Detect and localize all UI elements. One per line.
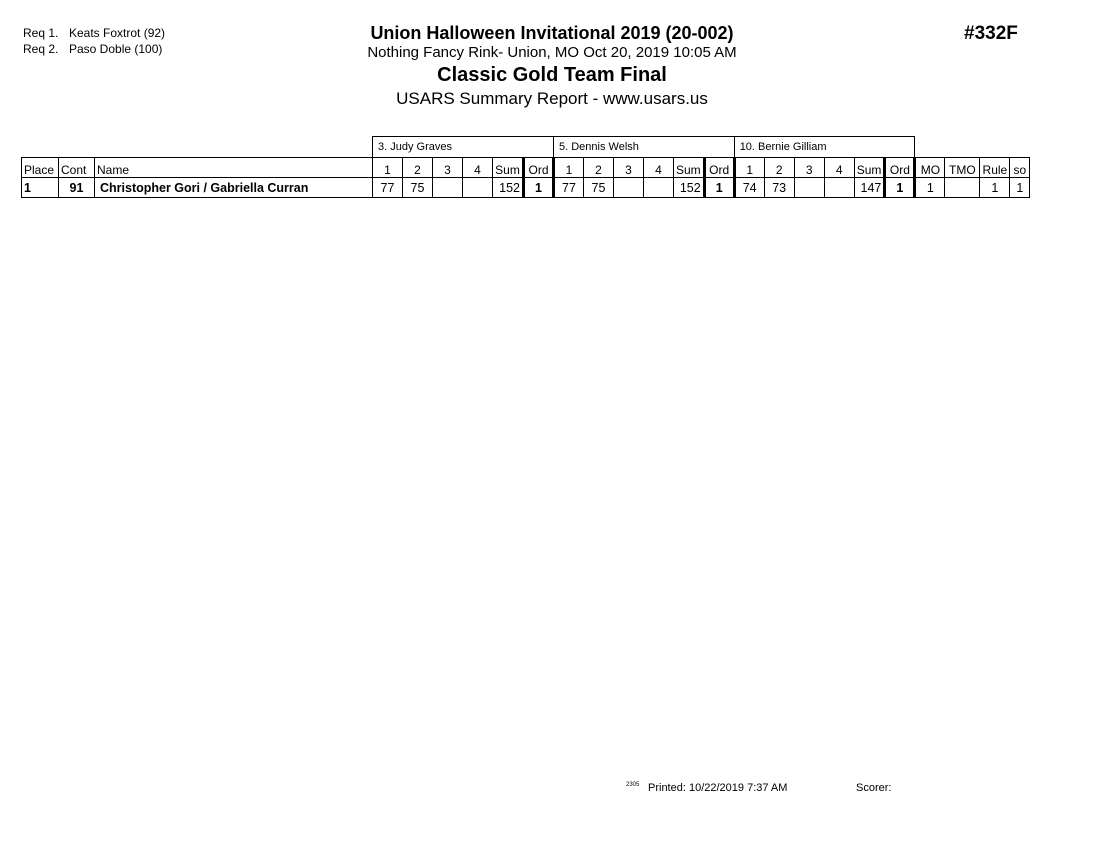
col-header-score: 2: [764, 158, 794, 178]
table-row: [22, 178, 1030, 198]
col-header-so: so: [1010, 158, 1030, 178]
score-cell: [614, 178, 644, 198]
judge-header-row: [22, 137, 1030, 158]
requirement-prefix: Req 2.: [23, 42, 59, 56]
col-header-score: 3: [794, 158, 824, 178]
requirements-list: [23, 25, 165, 57]
event-category: Classic Gold Team Final: [437, 64, 667, 86]
col-header-score: 1: [554, 158, 584, 178]
col-header-score: 2: [403, 158, 433, 178]
mo-cell: 1: [915, 178, 945, 198]
rule-cell: 1: [980, 178, 1010, 198]
col-header-score: 1: [734, 158, 764, 178]
score-cell: 77: [554, 178, 584, 198]
requirement-text: Paso Doble (100): [69, 42, 163, 56]
sum-cell: 152: [493, 178, 524, 198]
requirement-prefix: Req 1.: [23, 26, 59, 40]
event-venue: Nothing Fancy Rink- Union, MO Oct 20, 2019 10:05 AM: [367, 44, 737, 61]
results-table: [21, 136, 1030, 198]
col-header-score: 3: [433, 158, 463, 178]
sum-cell: 147: [854, 178, 885, 198]
event-title: Union Halloween Invitational 2019 (20-002): [370, 23, 734, 43]
col-header-rule: Rule: [980, 158, 1010, 178]
ord-cell: 1: [704, 178, 734, 198]
ord-cell: 1: [885, 178, 915, 198]
score-cell: 75: [403, 178, 433, 198]
report-header: [300, 22, 804, 110]
judge-name: 10. Bernie Gilliam: [734, 137, 915, 158]
score-cell: [794, 178, 824, 198]
col-header-score: 4: [644, 158, 674, 178]
tmo-cell: [945, 178, 980, 198]
place-cell: 1: [22, 178, 59, 198]
col-header-tmo: TMO: [945, 158, 980, 178]
event-number: #332F: [964, 23, 1018, 44]
skater-name-cell: Christopher Gori / Gabriella Curran: [95, 178, 373, 198]
col-header-sum: Sum: [493, 158, 524, 178]
score-cell: 73: [764, 178, 794, 198]
scorer-label: Scorer:: [856, 782, 892, 794]
col-header-ord: Ord: [524, 158, 554, 178]
requirement-item: [23, 25, 165, 41]
col-header-cont: Cont: [59, 158, 95, 178]
col-header-ord: Ord: [885, 158, 915, 178]
col-header-mo: MO: [915, 158, 945, 178]
judge-name: 5. Dennis Welsh: [554, 137, 735, 158]
judge-name: 3. Judy Graves: [373, 137, 554, 158]
score-cell: 74: [734, 178, 764, 198]
printed-timestamp: Printed: 10/22/2019 7:37 AM: [648, 782, 788, 794]
score-cell: 77: [373, 178, 403, 198]
footer-code: 2305: [626, 782, 640, 788]
sum-cell: 152: [674, 178, 705, 198]
report-name: USARS Summary Report - www.usars.us: [396, 89, 708, 108]
score-cell: [433, 178, 463, 198]
requirement-text: Keats Foxtrot (92): [69, 26, 166, 40]
ord-cell: 1: [524, 178, 554, 198]
score-cell: [824, 178, 854, 198]
col-header-sum: Sum: [854, 158, 885, 178]
cont-cell: 91: [59, 178, 95, 198]
col-header-score: 2: [584, 158, 614, 178]
score-cell: [644, 178, 674, 198]
requirement-item: [23, 41, 165, 57]
col-header-score: 1: [373, 158, 403, 178]
score-cell: [463, 178, 493, 198]
col-header-ord: Ord: [704, 158, 734, 178]
col-header-score: 4: [463, 158, 493, 178]
score-cell: 75: [584, 178, 614, 198]
col-header-place: Place: [22, 158, 59, 178]
col-header-sum: Sum: [674, 158, 705, 178]
col-header-name: Name: [95, 158, 373, 178]
col-header-score: 3: [614, 158, 644, 178]
so-cell: 1: [1010, 178, 1030, 198]
column-header-row: [22, 158, 1030, 178]
col-header-score: 4: [824, 158, 854, 178]
